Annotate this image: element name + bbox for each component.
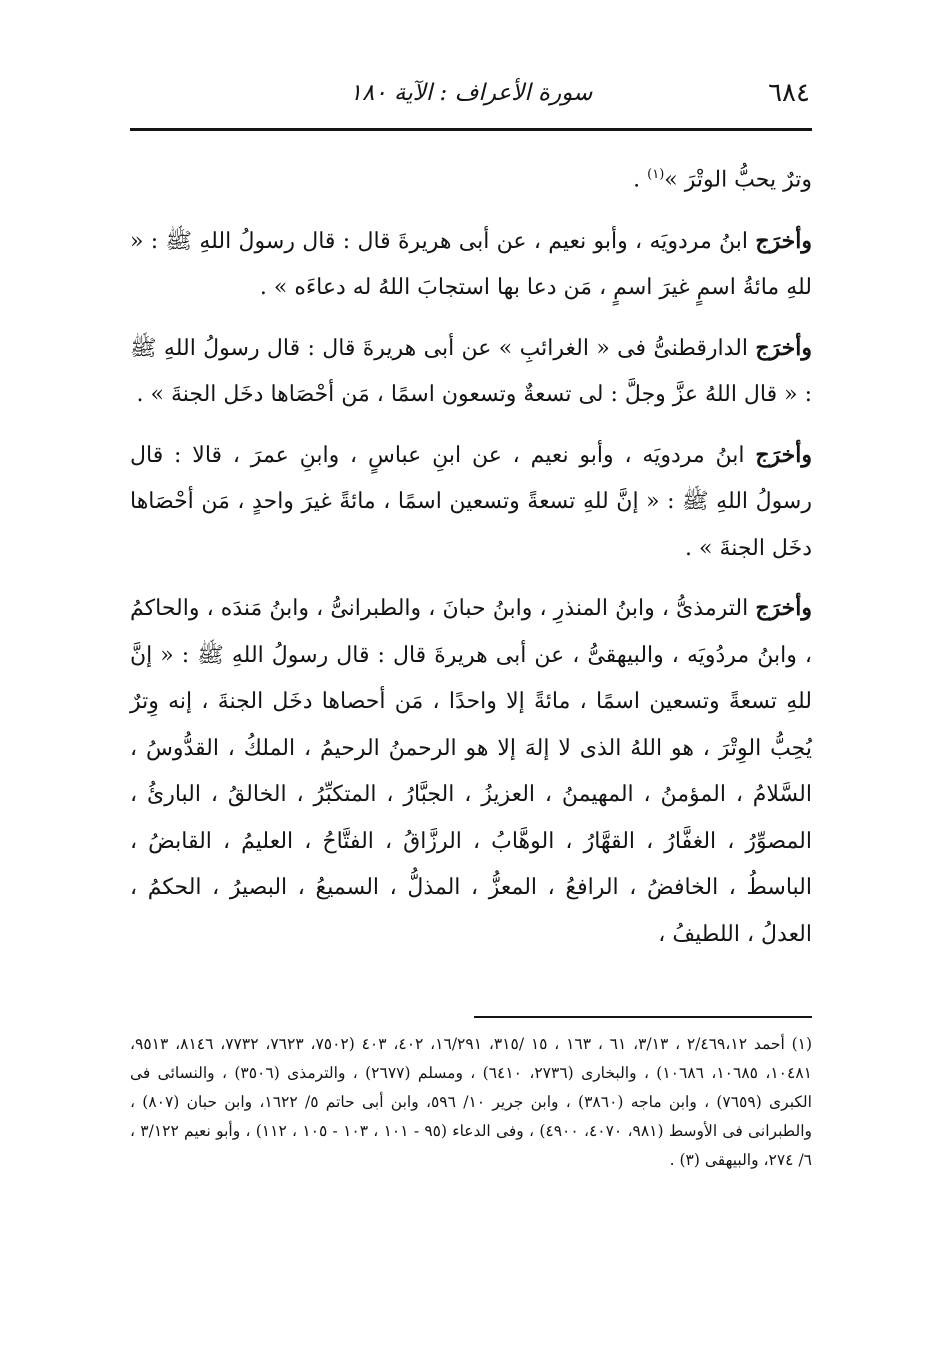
main-text [130,152,812,958]
header-rule [130,128,812,131]
footnote-mark: (١) [647,167,665,182]
paragraph-4-text: ابنُ مردويَه ، وأبو نعيم ، عن ابنِ عباسٍ ، وابنِ عمرَ ، قالا : قال رسولُ اللهِ ﷺ : « إنَّ للهِ تسعةً وتسعين اسمًا ، مائةً غيرَ واحدٍ ، مَن أحْصَاها دخَل الجنةَ » . [130,442,812,561]
paragraph-5-lead: وأخرَج [755,595,812,622]
paragraph-2-lead: وأخرَج [755,227,812,254]
paragraph-2 [130,218,812,312]
paragraph-4 [130,432,812,573]
paragraph-4-lead: وأخرَج [755,441,812,468]
running-title: سورة الأعراف : الآية ١٨٠ [349,80,593,106]
footnote: (١) أحمد ٢/٤٦٩،١٢ ، ٣/١٣، ٦١ ، ١٦٣ ، ١٥ /٣١٥، ١٦/٢٩١، ٤٠٢، ٤٠٣ (٧٥٠٢، ٧٦٢٣، ٧٧٣٢، ٨١٤٦، ٩٥١٣، ١٠٤٨١، ١٠٦٨٥، ١٠٦٨٦) ، والبخارى (٢٧٣٦، ٦٤١٠) ، ومسلم (٢٦٧٧) ، والترمذى (٣٥٠٦) ، والنسائى فى الكبرى (٧٦٥٩) ، وابن ماجه (٣٨٦٠) ، وابن جرير ١٠/ ٥٩٦، وابن أبى حاتم ٥/ ١٦٢٢، وابن حبان (٨٠٧) ، والطبرانى فى الأوسط (٩٨١، ٤٠٧٠، ٤٩٠٠) ، وفى الدعاء (٩٥ - ١٠١ ، ١٠٣ - ١٠٥ ، ١١٢) ، وأبو نعيم ٣/١٢٢ ، ٦/ ٢٧٤، والبيهقى (٣) . [130,1035,813,1169]
page-header [132,78,810,122]
page-number: ٦٨٤ [768,78,810,108]
paragraph-1 [130,152,812,204]
paragraph-5 [130,585,812,958]
footnote-rule [474,1016,812,1018]
paragraph-3 [130,325,812,419]
paragraph-5-text: الترمذىُّ ، وابنُ المنذرِ ، وابنُ حبانَ ، والطبرانىُّ ، وابنُ مَندَه ، والحاكمُ ، وابنُ مردُويَه ، والبيهقىُّ ، عن أبى هريرةَ قال : قال رسولُ اللهِ ﷺ : « إنَّ للهِ تسعةً وتسعين اسمًا ، مائةً إلا واحدًا ، مَن أحصاها دخَل الجنةَ ، إنه وِترٌ يُحِبُّ الوِتْرَ ، هو اللهُ الذى لا إلهَ إلا هو الرحمنُ الرحيمُ ، الملكُ ، القدُّوسُ ، السَّلامُ ، المؤمنُ ، المهيمنُ ، العزيزُ ، الجبَّارُ ، المتكبِّرُ ، الخالقُ ، البارئُ ، المصوِّرُ ، الغفَّارُ ، القهَّارُ ، الوهَّابُ ، الرزَّاقُ ، الفتَّاحُ ، العليمُ ، القابضُ ، الباسطُ ، الخافضُ ، الرافعُ ، المعزُّ ، المذلُّ ، السميعُ ، البصيرُ ، الحكمُ ، العدلُ ، اللطيفُ ، [130,596,812,947]
paragraph-3-text: الدارقطنىُّ فى « الغرائبِ » عن أبى هريرةَ قال : قال رسولُ اللهِ ﷺ : « قال اللهُ عزَّ وجلَّ : لى تسعةٌ وتسعون اسمًا ، مَن أحْصَاها دخَل الجنةَ » . [130,335,812,408]
paragraph-1-end: . [633,167,648,193]
paragraph-2-text: ابنُ مردويَه ، وأبو نعيم ، عن أبى هريرةَ قال : قال رسولُ اللهِ ﷺ : « للهِ مائةُ اسمٍ غيرَ اسمٍ ، مَن دعا بها استجابَ اللهُ له دعاءَه » . [130,228,812,301]
paragraph-3-lead: وأخرَج [755,334,812,361]
paragraph-1-text: وترٌ يحبُّ الوتْرَ » [664,167,812,193]
